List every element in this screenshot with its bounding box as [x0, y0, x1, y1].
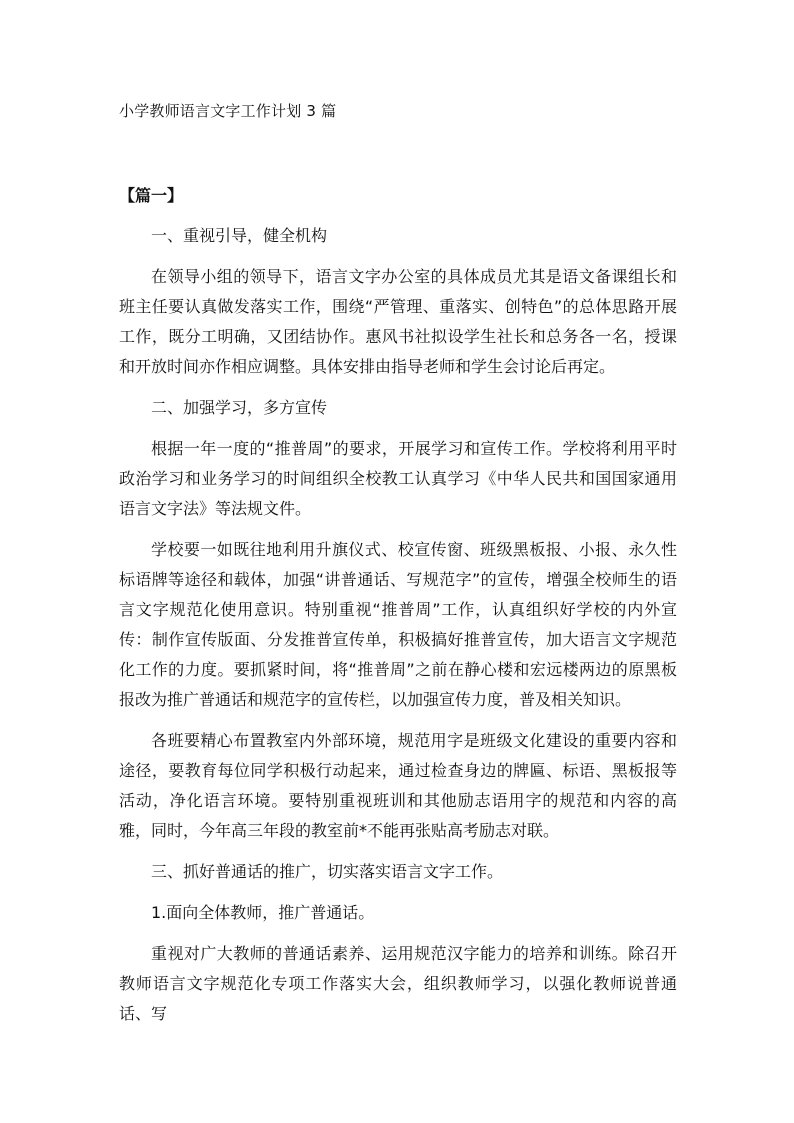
section-label: 【篇一】	[119, 186, 184, 205]
paragraph: 根据一年一度的“推普周”的要求，开展学习和宣传工作。学校将利用平时政治学习和业务学习的时间组织全校教工认真学习《中华人民共和国国家通用语言文字法》等法规文件。	[119, 439, 677, 518]
document-title: 小学教师语言文字工作计划 3 篇	[119, 102, 337, 120]
paragraph: 学校要一如既往地利用升旗仪式、校宣传窗、班级黑板报、小报、永久性标语牌等途径和载体，加强“讲普通话、写规范字”的宣传，增强全校师生的语言文字规范化使用意识。特别重视“推普周”工作，认真组织好学校的内外宣传：制作宣传版面、分发推普宣传单，积极搞好推普宣传，加大语言文字规范化工作的力度。要抓紧时间，将“推普周”之前在静心楼和宏远楼两边的原黑板报改为推广普通话和规范字的宣传栏，以加强宣传力度，普及相关知识。	[119, 540, 677, 709]
document-body	[119, 221, 677, 1040]
subsection-heading: 1.面向全体教师，推广普通话。	[151, 903, 375, 922]
section-heading: 三、抓好普通话的推广，切实落实语言文字工作。	[151, 862, 504, 881]
paragraph: 在领导小组的领导下，语言文字办公室的具体成员尤其是语文备课组长和班主任要认真做发落实工作，围绕“严管理、重落实、创特色”的总体思路开展工作，既分工明确，又团结协作。惠风书社拟设学生社长和总务各一名，授课和开放时间亦作相应调整。具体安排由指导老师和学生会讨论后再定。	[119, 267, 677, 376]
paragraph: 各班要精心布置教室内外部环境，规范用字是班级文化建设的重要内容和途径，要教育每位同学积极行动起来，通过检查身边的牌匾、标语、黑板报等活动，净化语言环境。要特别重视班训和其他励志语用字的规范和内容的高雅，同时，今年高三年段的教室前*不能再张贴高考励志对联。	[119, 731, 677, 840]
section-heading: 二、加强学习，多方宣传	[151, 398, 328, 417]
paragraph: 重视对广大教师的普通话素养、运用规范汉字能力的培养和训练。除召开教师语言文字规范化专项工作落实大会，组织教师学习，以强化教师说普通话、写	[119, 944, 677, 1023]
section-heading: 一、重视引导，健全机构	[151, 226, 328, 245]
